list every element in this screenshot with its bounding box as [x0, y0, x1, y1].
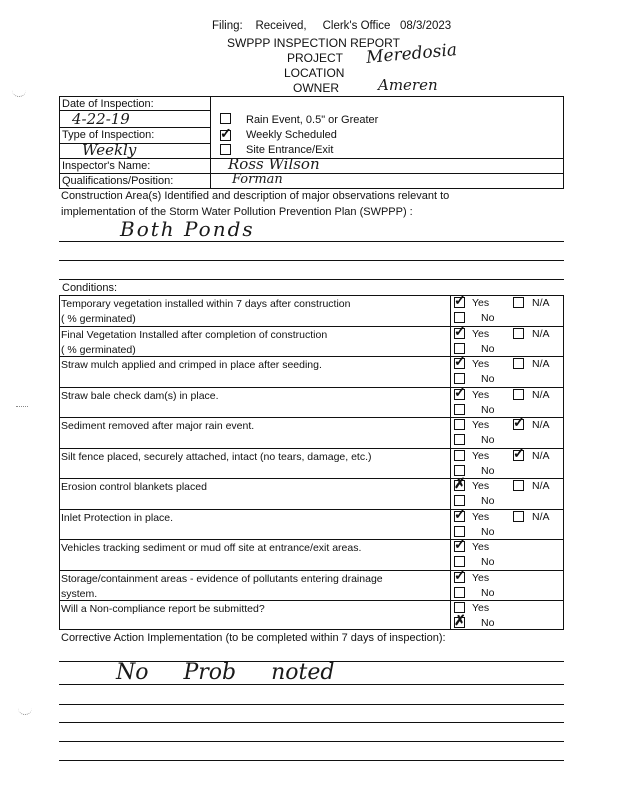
- no-checkbox[interactable]: [454, 495, 465, 506]
- condition-text-line1: Storage/containment areas - evidence of pollutants entering drainage: [61, 572, 383, 585]
- filing-label: Filing:: [212, 20, 243, 32]
- yes-label: Yes: [472, 449, 490, 462]
- yes-checkbox[interactable]: [454, 383, 466, 400]
- yes-label: Yes: [472, 358, 490, 370]
- no-label: No: [481, 464, 495, 477]
- write-line: [59, 241, 564, 242]
- check-mark-icon: ✓: [454, 292, 466, 308]
- yes-label: Yes: [472, 327, 490, 340]
- write-line: [59, 279, 564, 280]
- report-title: SWPPP INSPECTION REPORT: [227, 36, 400, 50]
- condition-text-line1: Inlet Protection in place.: [61, 511, 174, 524]
- no-label: No: [481, 586, 495, 599]
- check-mark-icon: ✓: [454, 383, 466, 400]
- na-checkbox[interactable]: [513, 358, 524, 369]
- yes-checkbox[interactable]: [454, 505, 466, 522]
- scan-speck: [16, 402, 28, 407]
- no-label: No: [481, 342, 495, 355]
- corrective-value[interactable]: No Prob noted: [116, 660, 335, 685]
- check-mark-icon: ✓: [513, 444, 525, 461]
- no-label: No: [481, 434, 495, 446]
- yes-label: Yes: [472, 571, 490, 584]
- condition-text-line2: ( % germinated): [61, 343, 136, 356]
- filing-stamp: [212, 20, 451, 32]
- yes-checkbox[interactable]: [454, 566, 466, 583]
- na-checkbox[interactable]: [513, 328, 524, 339]
- condition-text-line1: Erosion control blankets placed: [61, 481, 207, 493]
- inspector-label: Inspector's Name:: [62, 160, 151, 172]
- construction-text-line1: Construction Area(s) Identified and description of major observations relevant to: [61, 190, 450, 202]
- yes-label: Yes: [472, 602, 490, 614]
- condition-row-line: [59, 570, 564, 571]
- check-mark-icon: ✓: [454, 566, 466, 583]
- yes-checkbox[interactable]: [454, 292, 466, 308]
- weekly-checkbox[interactable]: [220, 125, 232, 141]
- condition-text-line1: Straw mulch applied and crimped in place after seeding.: [61, 359, 322, 371]
- na-checkbox[interactable]: [513, 297, 524, 308]
- na-label: N/A: [532, 388, 550, 401]
- write-line: [59, 741, 564, 742]
- no-label: No: [481, 403, 495, 416]
- condition-row-line: [59, 509, 564, 510]
- weekly-label: Weekly Scheduled: [246, 129, 337, 141]
- na-label: N/A: [532, 297, 550, 309]
- no-label: No: [481, 495, 495, 507]
- yes-label: Yes: [472, 419, 490, 431]
- condition-text-line2: ( % germinated): [61, 313, 136, 325]
- check-mark-icon: ✗: [454, 475, 466, 491]
- location-label: LOCATION: [284, 66, 345, 80]
- owner-label: OWNER: [293, 81, 339, 95]
- condition-text: [61, 541, 446, 556]
- qualifications-label: Qualifications/Position:: [62, 175, 174, 187]
- na-label: N/A: [532, 480, 550, 492]
- check-mark-icon: ✓: [513, 414, 525, 430]
- condition-row-line: [59, 478, 564, 479]
- yes-checkbox[interactable]: [454, 353, 466, 369]
- condition-text: [61, 389, 446, 404]
- yes-label: Yes: [472, 297, 490, 309]
- no-label: No: [481, 373, 495, 385]
- condition-text: [61, 511, 446, 526]
- no-label: No: [481, 312, 495, 324]
- na-checkbox[interactable]: [513, 480, 524, 491]
- yes-checkbox[interactable]: [454, 536, 466, 552]
- na-checkbox[interactable]: [513, 414, 525, 430]
- project-value: Meredosia: [365, 40, 458, 68]
- condition-text-line1: Sediment removed after major rain event.: [61, 420, 255, 432]
- scan-speck: [18, 708, 32, 715]
- na-label: N/A: [532, 510, 550, 523]
- construction-value[interactable]: Both Ponds: [120, 217, 255, 241]
- write-line: [59, 661, 564, 662]
- yes-label: Yes: [472, 480, 490, 492]
- no-checkbox[interactable]: [454, 465, 465, 476]
- yes-label: Yes: [472, 510, 490, 523]
- info-row-line: [59, 173, 564, 174]
- yes-label: Yes: [472, 541, 490, 553]
- no-checkbox[interactable]: [454, 587, 465, 598]
- corrective-label: Corrective Action Implementation (to be completed within 7 days of inspection):: [61, 632, 446, 644]
- no-checkbox[interactable]: [454, 373, 465, 384]
- yes-label: Yes: [472, 388, 490, 401]
- no-checkbox[interactable]: [454, 612, 466, 628]
- inspector-value[interactable]: Ross Wilson: [228, 155, 320, 173]
- condition-text-line1: Vehicles tracking sediment or mud off site at entrance/exit areas.: [61, 542, 362, 554]
- yes-checkbox[interactable]: [454, 322, 466, 339]
- yes-checkbox[interactable]: [454, 419, 465, 430]
- na-checkbox[interactable]: [513, 444, 525, 461]
- na-checkbox[interactable]: [513, 511, 524, 522]
- owner-value: Ameren: [378, 76, 438, 94]
- condition-row-line: [59, 600, 564, 601]
- construction-text-line2: implementation of the Storm Water Pollution Prevention Plan (SWPPP) :: [61, 206, 413, 218]
- conditions-heading: Conditions:: [62, 282, 118, 294]
- condition-text: [61, 419, 446, 434]
- rain-event-checkbox[interactable]: [220, 113, 231, 124]
- condition-text: [61, 450, 446, 465]
- condition-row-line: [59, 448, 564, 449]
- no-checkbox[interactable]: [454, 343, 465, 354]
- condition-text: [61, 297, 446, 327]
- condition-row-line: [59, 417, 564, 418]
- check-icon: ✓: [220, 125, 232, 141]
- write-line: [59, 722, 564, 723]
- na-label: N/A: [532, 358, 550, 370]
- na-label: N/A: [532, 327, 550, 340]
- conditions-divider: [450, 295, 451, 630]
- no-checkbox[interactable]: [454, 556, 465, 567]
- yes-checkbox[interactable]: [454, 475, 466, 491]
- scan-speck: [12, 90, 26, 97]
- condition-text-line2: system.: [61, 587, 98, 600]
- no-checkbox[interactable]: [454, 526, 465, 537]
- condition-text-line1: Silt fence placed, securely attached, intact (no tears, damage, etc.): [61, 450, 372, 463]
- check-mark-icon: ✓: [454, 353, 466, 369]
- no-label: No: [481, 617, 495, 629]
- check-mark-icon: ✗: [454, 612, 466, 628]
- site-entrance-label: Site Entrance/Exit: [246, 144, 334, 156]
- check-mark-icon: ✓: [454, 322, 466, 339]
- site-entrance-checkbox[interactable]: [220, 144, 231, 155]
- condition-row-line: [59, 326, 564, 327]
- no-checkbox[interactable]: [454, 312, 465, 323]
- condition-text-line1: Will a Non-compliance report be submitted?: [61, 603, 265, 615]
- condition-text-line1: Straw bale check dam(s) in place.: [61, 389, 219, 402]
- filing-date: 08/3/2023: [400, 20, 452, 32]
- filing-received: Received,: [255, 20, 307, 32]
- no-checkbox[interactable]: [454, 404, 465, 415]
- no-checkbox[interactable]: [454, 434, 465, 445]
- write-line: [59, 260, 564, 261]
- na-checkbox[interactable]: [513, 389, 524, 400]
- condition-text: [61, 480, 446, 495]
- na-label: N/A: [532, 449, 550, 462]
- filing-office: Clerk's Office: [322, 20, 391, 32]
- qualifications-value[interactable]: Forman: [232, 172, 283, 187]
- condition-text: [61, 358, 446, 373]
- condition-row-line: [59, 539, 564, 540]
- condition-text-line1: Temporary vegetation installed within 7 days after construction: [61, 298, 351, 310]
- check-mark-icon: ✓: [454, 505, 466, 522]
- na-label: N/A: [532, 419, 550, 431]
- condition-row-line: [59, 356, 564, 357]
- date-label: Date of Inspection:: [62, 98, 154, 110]
- write-line: [59, 684, 564, 685]
- date-value[interactable]: 4-22-19: [72, 110, 130, 128]
- condition-text: [61, 328, 446, 358]
- write-line: [59, 704, 564, 705]
- write-line: [59, 760, 564, 761]
- yes-checkbox[interactable]: [454, 450, 465, 461]
- type-label: Type of Inspection:: [62, 129, 155, 141]
- project-label: PROJECT: [287, 51, 344, 65]
- type-value[interactable]: Weekly: [82, 141, 137, 159]
- condition-text: [61, 602, 446, 617]
- condition-text-line1: Final Vegetation Installed after completion of construction: [61, 328, 328, 341]
- no-label: No: [481, 556, 495, 568]
- condition-row-line: [59, 387, 564, 388]
- no-label: No: [481, 525, 495, 538]
- condition-text: [61, 572, 446, 602]
- check-mark-icon: ✓: [454, 536, 466, 552]
- rain-event-label: Rain Event, 0.5" or Greater: [246, 114, 379, 126]
